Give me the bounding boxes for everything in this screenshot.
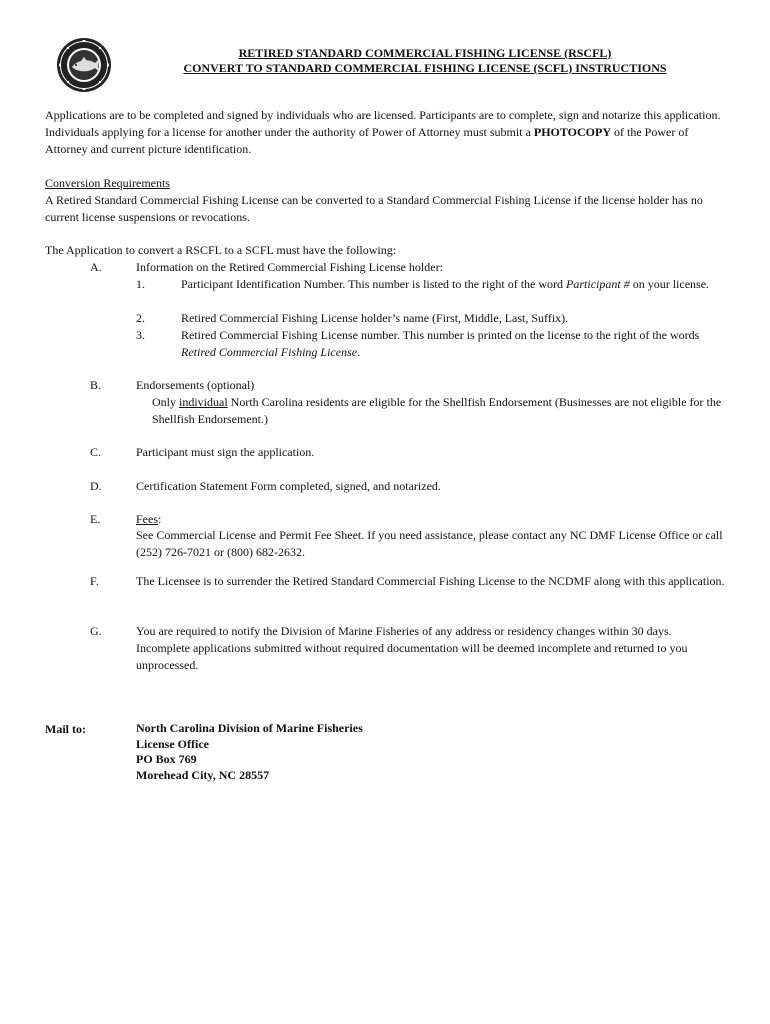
title-line-2: CONVERT TO STANDARD COMMERCIAL FISHING LICENSE (SCFL) INSTRUCTIONS	[183, 61, 667, 75]
sub-item-2-number: 2.	[136, 311, 145, 325]
item-b-detail-pre: Only	[152, 395, 179, 409]
sub-item-1-number: 1.	[136, 277, 145, 291]
item-c-letter: C.	[90, 445, 102, 459]
item-e-heading	[136, 511, 726, 528]
intro-paragraph	[45, 107, 725, 158]
item-b-detail-post: North Carolina residents are eligible for the Shellfish Endorsement (Businesses are not eligible for the Shellfish Endorsement.)	[152, 395, 722, 426]
item-d-letter: D.	[90, 479, 102, 493]
item-b-letter: B.	[90, 378, 102, 392]
fees-colon: :	[158, 512, 162, 526]
mail-to-label: Mail to:	[45, 722, 86, 736]
conversion-text: A Retired Standard Commercial Fishing License can be converted to a Standard Commercial Fishing License if the license holder has no current license suspensions or revocations.	[45, 193, 703, 224]
mailing-address	[136, 721, 363, 783]
individual-emphasis: individual	[179, 395, 228, 409]
item-e-text: See Commercial License and Permit Fee Sheet. If you need assistance, please contact any NC DMF License Office or call (252) 726-7021 or (800) 682-2632.	[136, 528, 723, 559]
fees-heading: Fees	[136, 512, 158, 526]
item-a-letter: A.	[90, 260, 102, 274]
address-line: North Carolina Division of Marine Fisheries	[136, 721, 363, 735]
nc-marine-fisheries-seal-icon	[55, 36, 113, 94]
sub-item-3-text-b: .	[357, 345, 361, 359]
item-g-text: You are required to notify the Division of Marine Fisheries of any address or residency changes within 30 days. Incomplete applications submitted without required documentation will be deemed incomplete and returned to you unprocessed.	[136, 624, 688, 672]
intro-text-1: Applications are to be completed and signed by individuals who are licensed. Participants are to complete, sign and notarize this application. Individuals applying for a license for another under the authority of Power of Attorney must submit a	[45, 108, 721, 139]
address-line: PO Box 769	[136, 752, 197, 766]
address-line: License Office	[136, 736, 209, 751]
photocopy-emphasis: PHOTOCOPY	[533, 125, 612, 139]
item-f-letter: F.	[90, 574, 99, 588]
page-title	[120, 46, 730, 76]
sub-item-3-text	[181, 327, 721, 361]
sub-item-3-text-a: Retired Commercial Fishing License number. This number is printed on the license to the right of the words	[181, 328, 700, 342]
sub-item-1-text	[181, 276, 721, 293]
item-b-detail	[152, 394, 722, 428]
address-line: Morehead City, NC 28557	[136, 767, 270, 782]
item-c-text: Participant must sign the application.	[136, 445, 315, 459]
sub-item-1-text-a: Participant Identification Number. This number is listed to the right of the word	[181, 277, 567, 291]
sub-item-2-text: Retired Commercial Fishing License holder’s name (First, Middle, Last, Suffix).	[181, 311, 569, 325]
sub-item-3-number: 3.	[136, 328, 145, 342]
item-b-text: Endorsements (optional)	[136, 378, 255, 392]
item-g-letter: G.	[90, 624, 102, 638]
item-f-text: The Licensee is to surrender the Retired Standard Commercial Fishing License to the NCDMF along with this application.	[136, 574, 725, 588]
sub-item-1-text-b: on your license.	[629, 277, 710, 291]
retired-license-term: Retired Commercial Fishing License	[181, 345, 358, 359]
application-intro: The Application to convert a RSCFL to a SCFL must have the following:	[45, 243, 397, 257]
intro-text-2: of the Power of Attorney and current picture identification.	[45, 125, 689, 156]
title-line-1: RETIRED STANDARD COMMERCIAL FISHING LICENSE (RSCFL)	[238, 46, 612, 60]
conversion-heading: Conversion Requirements	[45, 176, 170, 190]
item-d-text: Certification Statement Form completed, signed, and notarized.	[136, 479, 441, 493]
participant-number-term: Participant #	[566, 277, 630, 291]
item-a-text: Information on the Retired Commercial Fishing License holder:	[136, 260, 443, 274]
item-e-letter: E.	[90, 512, 101, 526]
conversion-section	[45, 175, 725, 226]
